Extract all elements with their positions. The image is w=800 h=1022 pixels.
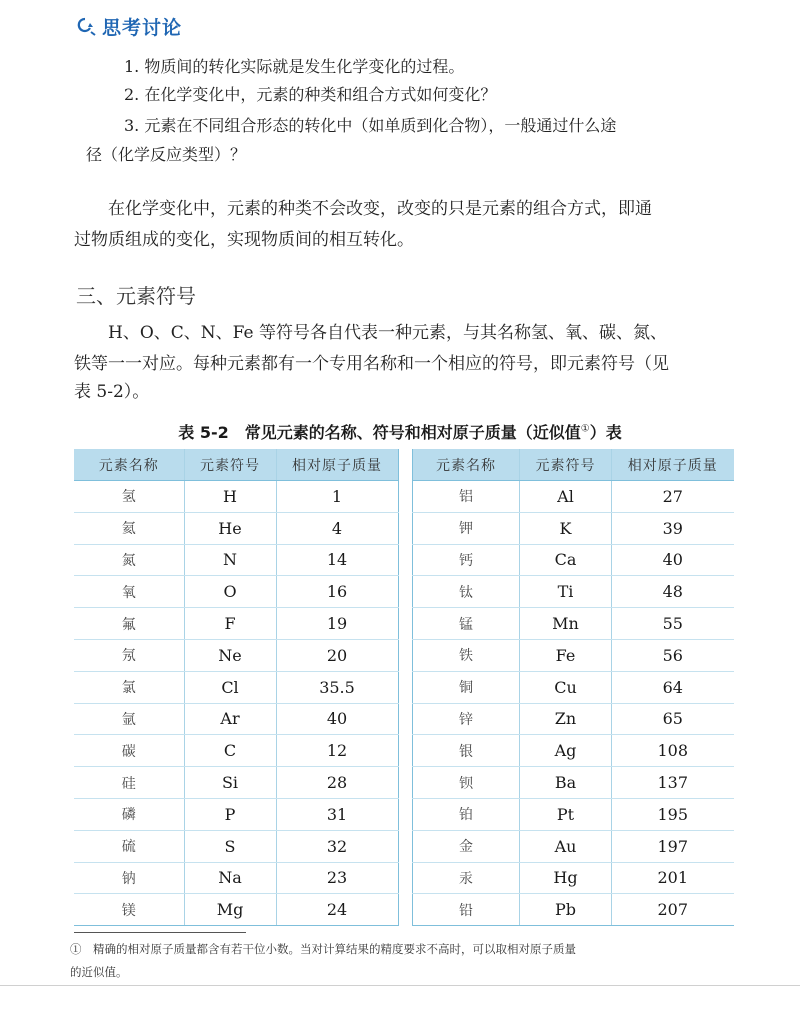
element-symbol-cell: P bbox=[184, 798, 276, 830]
table-row bbox=[413, 703, 734, 735]
element-name-cell: 铜 bbox=[413, 671, 520, 703]
element-symbol-cell: Au bbox=[520, 830, 612, 862]
element-table-right bbox=[412, 449, 734, 926]
element-name-cell: 氮 bbox=[74, 544, 184, 576]
element-symbol-cell: N bbox=[184, 544, 276, 576]
table-caption-end: ）表 bbox=[589, 423, 622, 442]
table-row bbox=[74, 544, 398, 576]
table-row bbox=[74, 830, 398, 862]
element-symbol-cell: Ag bbox=[520, 735, 612, 767]
element-name-cell: 氖 bbox=[74, 639, 184, 671]
footnote-marker: ① bbox=[580, 423, 590, 435]
element-table-left bbox=[74, 449, 399, 926]
element-symbol-cell: Ca bbox=[520, 544, 612, 576]
element-symbol-cell: Cu bbox=[520, 671, 612, 703]
atomic-mass-cell: 28 bbox=[276, 767, 398, 799]
table-caption bbox=[0, 420, 800, 443]
atomic-mass-cell: 55 bbox=[612, 608, 734, 640]
atomic-mass-cell: 14 bbox=[276, 544, 398, 576]
element-name-cell: 氧 bbox=[74, 576, 184, 608]
discussion-icon bbox=[76, 15, 98, 37]
atomic-mass-cell: 1 bbox=[276, 481, 398, 513]
table-row bbox=[413, 544, 734, 576]
page-bottom-divider bbox=[0, 985, 800, 986]
footnote bbox=[70, 938, 740, 984]
question-1: 1. 物质间的转化实际就是发生化学变化的过程。 bbox=[124, 57, 465, 76]
atomic-mass-cell: 201 bbox=[612, 862, 734, 894]
atomic-mass-cell: 207 bbox=[612, 894, 734, 926]
table-row bbox=[413, 481, 734, 513]
atomic-mass-cell: 108 bbox=[612, 735, 734, 767]
table-row bbox=[74, 639, 398, 671]
element-name-cell: 铂 bbox=[413, 798, 520, 830]
table-row bbox=[74, 862, 398, 894]
atomic-mass-cell: 32 bbox=[276, 830, 398, 862]
atomic-mass-cell: 23 bbox=[276, 862, 398, 894]
element-name-cell: 铅 bbox=[413, 894, 520, 926]
element-name-cell: 钠 bbox=[74, 862, 184, 894]
table-row bbox=[413, 671, 734, 703]
question-2: 2. 在化学变化中，元素的种类和组合方式如何变化？ bbox=[124, 85, 497, 104]
atomic-mass-cell: 137 bbox=[612, 767, 734, 799]
element-symbol-cell: Ne bbox=[184, 639, 276, 671]
table-row bbox=[413, 862, 734, 894]
footnote-line: 的近似值。 bbox=[70, 965, 128, 979]
element-name-cell: 锰 bbox=[413, 608, 520, 640]
element-name-cell: 铝 bbox=[413, 481, 520, 513]
element-name-cell: 硫 bbox=[74, 830, 184, 862]
section-paragraph-line: H、O、C、N、Fe 等符号各自代表一种元素，与其名称氢、氧、碳、氮、 bbox=[108, 323, 667, 343]
table-row bbox=[74, 894, 398, 926]
header-element-name: 元素名称 bbox=[413, 449, 520, 481]
atomic-mass-cell: 27 bbox=[612, 481, 734, 513]
header-element-name: 元素名称 bbox=[74, 449, 184, 481]
element-symbol-cell: Mg bbox=[184, 894, 276, 926]
table-row bbox=[413, 830, 734, 862]
element-symbol-cell: Hg bbox=[520, 862, 612, 894]
atomic-mass-cell: 40 bbox=[276, 703, 398, 735]
element-symbol-cell: Pt bbox=[520, 798, 612, 830]
element-symbol-cell: Al bbox=[520, 481, 612, 513]
header-element-symbol: 元素符号 bbox=[184, 449, 276, 481]
section-heading: 三、元素符号 bbox=[76, 284, 196, 308]
table-row bbox=[74, 798, 398, 830]
element-name-cell: 氦 bbox=[74, 512, 184, 544]
element-name-cell: 碳 bbox=[74, 735, 184, 767]
question-3: 3. 元素在不同组合形态的转化中（如单质到化合物），一般通过什么途 bbox=[124, 116, 617, 135]
atomic-mass-cell: 56 bbox=[612, 639, 734, 671]
table-row bbox=[413, 608, 734, 640]
element-symbol-cell: S bbox=[184, 830, 276, 862]
table-row bbox=[74, 576, 398, 608]
table-row bbox=[74, 703, 398, 735]
element-name-cell: 金 bbox=[413, 830, 520, 862]
element-name-cell: 硅 bbox=[74, 767, 184, 799]
section-paragraph-line: 铁等一一对应。每种元素都有一个专用名称和一个相应的符号，即元素符号（见 bbox=[74, 354, 669, 374]
element-symbol-cell: Ti bbox=[520, 576, 612, 608]
element-symbol-cell: Fe bbox=[520, 639, 612, 671]
header-atomic-mass: 相对原子质量 bbox=[276, 449, 398, 481]
table-row bbox=[74, 512, 398, 544]
atomic-mass-cell: 195 bbox=[612, 798, 734, 830]
element-name-cell: 锌 bbox=[413, 703, 520, 735]
element-name-cell: 钙 bbox=[413, 544, 520, 576]
element-symbol-cell: O bbox=[184, 576, 276, 608]
atomic-mass-cell: 48 bbox=[612, 576, 734, 608]
discussion-title: 思考讨论 bbox=[102, 16, 183, 39]
element-name-cell: 氩 bbox=[74, 703, 184, 735]
table-row bbox=[413, 735, 734, 767]
table-row bbox=[413, 767, 734, 799]
element-name-cell: 氟 bbox=[74, 608, 184, 640]
element-symbol-cell: H bbox=[184, 481, 276, 513]
table-row bbox=[74, 481, 398, 513]
element-name-cell: 铁 bbox=[413, 639, 520, 671]
element-symbol-cell: Mn bbox=[520, 608, 612, 640]
element-name-cell: 钡 bbox=[413, 767, 520, 799]
element-symbol-cell: F bbox=[184, 608, 276, 640]
atomic-mass-cell: 35.5 bbox=[276, 671, 398, 703]
element-symbol-cell: Cl bbox=[184, 671, 276, 703]
table-header-row bbox=[74, 449, 398, 481]
discussion-header bbox=[76, 14, 182, 38]
element-symbol-cell: Ar bbox=[184, 703, 276, 735]
paragraph-line: 在化学变化中，元素的种类不会改变，改变的只是元素的组合方式，即通 bbox=[108, 199, 652, 219]
atomic-mass-cell: 24 bbox=[276, 894, 398, 926]
header-atomic-mass: 相对原子质量 bbox=[612, 449, 734, 481]
element-symbol-cell: Na bbox=[184, 862, 276, 894]
atomic-mass-cell: 19 bbox=[276, 608, 398, 640]
table-caption-text: 表 5-2 常见元素的名称、符号和相对原子质量（近似值 bbox=[178, 423, 581, 442]
atomic-mass-cell: 31 bbox=[276, 798, 398, 830]
element-name-cell: 氯 bbox=[74, 671, 184, 703]
atomic-mass-cell: 16 bbox=[276, 576, 398, 608]
element-name-cell: 镁 bbox=[74, 894, 184, 926]
atomic-mass-cell: 39 bbox=[612, 512, 734, 544]
footnote-line: ① 精确的相对原子质量都含有若干位小数。当对计算结果的精度要求不高时，可以取相对原子质量 bbox=[70, 942, 576, 956]
table-row bbox=[413, 798, 734, 830]
element-symbol-cell: Zn bbox=[520, 703, 612, 735]
table-row bbox=[413, 576, 734, 608]
atomic-mass-cell: 40 bbox=[612, 544, 734, 576]
atomic-mass-cell: 65 bbox=[612, 703, 734, 735]
header-element-symbol: 元素符号 bbox=[520, 449, 612, 481]
element-name-cell: 磷 bbox=[74, 798, 184, 830]
element-symbol-cell: Ba bbox=[520, 767, 612, 799]
paragraph-line: 过物质组成的变化，实现物质间的相互转化。 bbox=[74, 230, 414, 250]
atomic-mass-cell: 12 bbox=[276, 735, 398, 767]
element-symbol-cell: Si bbox=[184, 767, 276, 799]
table-row bbox=[413, 512, 734, 544]
element-symbol-cell: He bbox=[184, 512, 276, 544]
element-name-cell: 银 bbox=[413, 735, 520, 767]
atomic-mass-cell: 197 bbox=[612, 830, 734, 862]
section-paragraph-line: 表 5-2）。 bbox=[74, 382, 150, 402]
atomic-mass-cell: 4 bbox=[276, 512, 398, 544]
table-row bbox=[413, 639, 734, 671]
table-row bbox=[74, 767, 398, 799]
table-row bbox=[74, 735, 398, 767]
element-name-cell: 氢 bbox=[74, 481, 184, 513]
table-header-row bbox=[413, 449, 734, 481]
element-name-cell: 钾 bbox=[413, 512, 520, 544]
element-symbol-cell: C bbox=[184, 735, 276, 767]
table-row bbox=[413, 894, 734, 926]
table-row bbox=[74, 608, 398, 640]
atomic-mass-cell: 64 bbox=[612, 671, 734, 703]
element-symbol-cell: K bbox=[520, 512, 612, 544]
footnote-rule bbox=[74, 932, 246, 933]
element-name-cell: 汞 bbox=[413, 862, 520, 894]
atomic-mass-cell: 20 bbox=[276, 639, 398, 671]
table-row bbox=[74, 671, 398, 703]
element-symbol-cell: Pb bbox=[520, 894, 612, 926]
question-3-cont: 径（化学反应类型）？ bbox=[86, 145, 247, 164]
element-name-cell: 钛 bbox=[413, 576, 520, 608]
